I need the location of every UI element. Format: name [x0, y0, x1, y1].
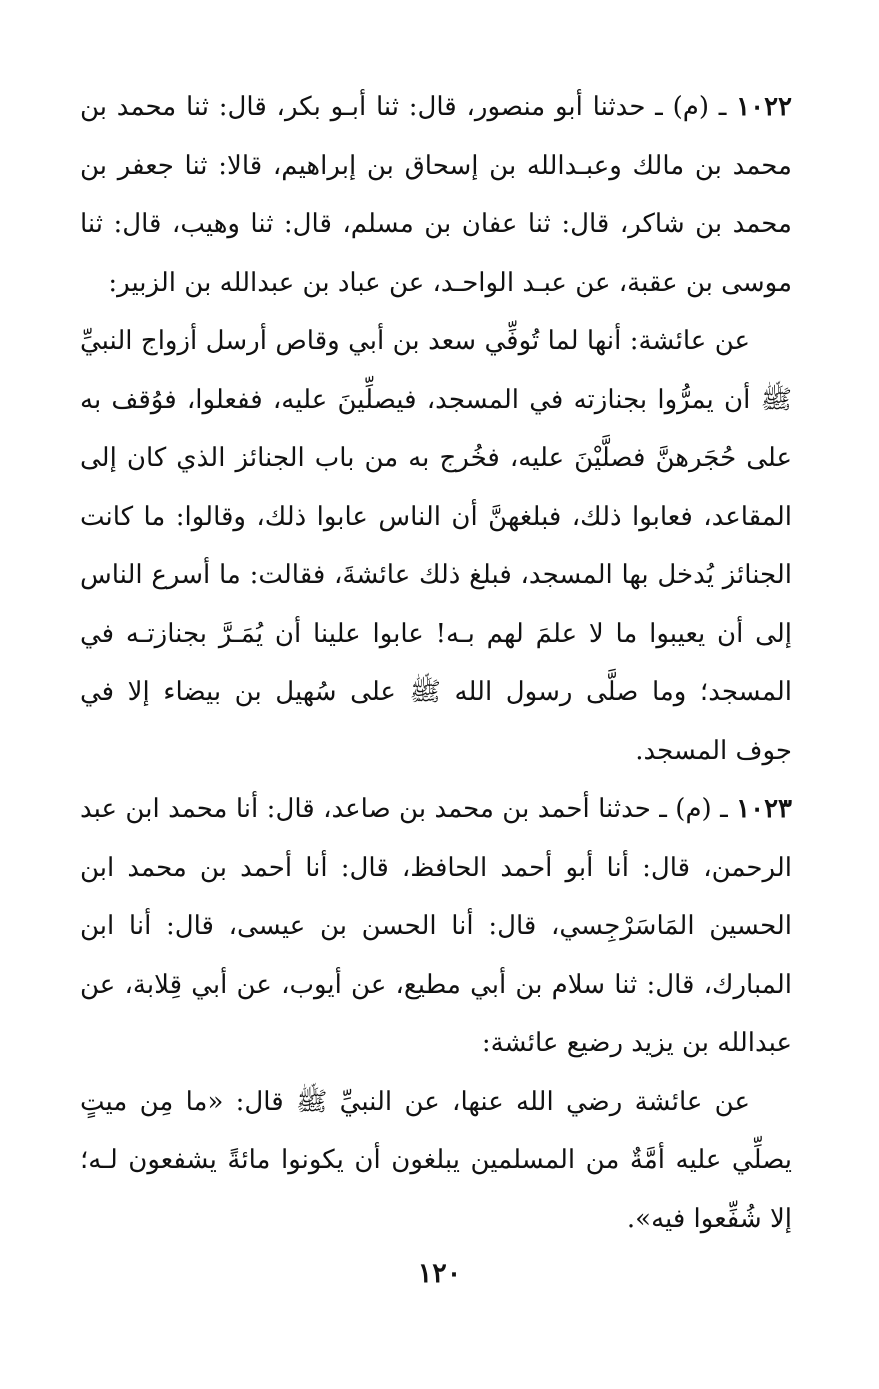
page-number: ١٢٠	[417, 1258, 462, 1289]
page-body	[80, 78, 792, 1248]
hadith-1023-isnad	[80, 780, 792, 1073]
hadith-1022-isnad	[80, 78, 792, 312]
hadith-1023-matn: عن عائشة رضي الله عنها، عن النبيِّ ﷺ قال: «ما مِن ميتٍ يصلِّي عليه أمَّةٌ من المسلمين يبلغون أن يكونوا مائةً يشفعون لـه؛ إلا شُفِّعوا فيه».	[80, 1086, 792, 1234]
hadith-number: ١٠٢٢	[736, 92, 792, 122]
isnad-text: ـ (م) ـ حدثنا أحمد بن محمد بن صاعد، قال: أنا محمد ابن عبد الرحمن، قال: أنا أبو أحمد الحافظ، قال: أنا أحمد بن محمد ابن الحسين المَاسَرْجِسي، قال: أنا الحسن بن عيسى، قال: أنا ابن المبارك، قال: ثنا سلام بن أبي مطيع، عن أيوب، عن أبي قِلابة، عن عبدالله بن يزيد رضيع عائشة:	[80, 794, 792, 1058]
hadith-number: ١٠٢٣	[736, 794, 792, 824]
isnad-text: ـ (م) ـ حدثنا أبو منصور، قال: ثنا أبـو بكر، قال: ثنا محمد بن محمد بن مالك وعبـدالله بن إسحاق بن إبراهيم، قالا: ثنا جعفر بن محمد بن شاكر، قال: ثنا عفان بن مسلم، قال: ثنا وهيب، قال: ثنا موسى بن عقبة، عن عبـد الواحـد، عن عباد بن عبدالله بن الزبير:	[80, 92, 792, 298]
hadith-1022-matn: عن عائشة: أنها لما تُوفِّي سعد بن أبي وقاص أرسل أزواج النبيِّ ﷺ أن يمرُّوا بجنازته في المسجد، فيصلِّينَ عليه، ففعلوا، فوُقف به على حُجَرهنَّ فصلَّيْنَ عليه، فخُرج به من باب الجنائز الذي كان إلى المقاعد، فعابوا ذلك، فبلغهنَّ أن الناس عابوا ذلك، وقالوا: ما كانت الجنائز يُدخل بها المسجد، فبلغ ذلك عائشةَ، فقالت: ما أسرع الناس إلى أن يعيبوا ما لا علمَ لهم بـه! عابوا علينا أن يُمَـرَّ بجنازتـه في المسجد؛ وما صلَّى رسول الله ﷺ على سُهيل بن بيضاء إلا في جوف المسجد.	[80, 326, 792, 766]
